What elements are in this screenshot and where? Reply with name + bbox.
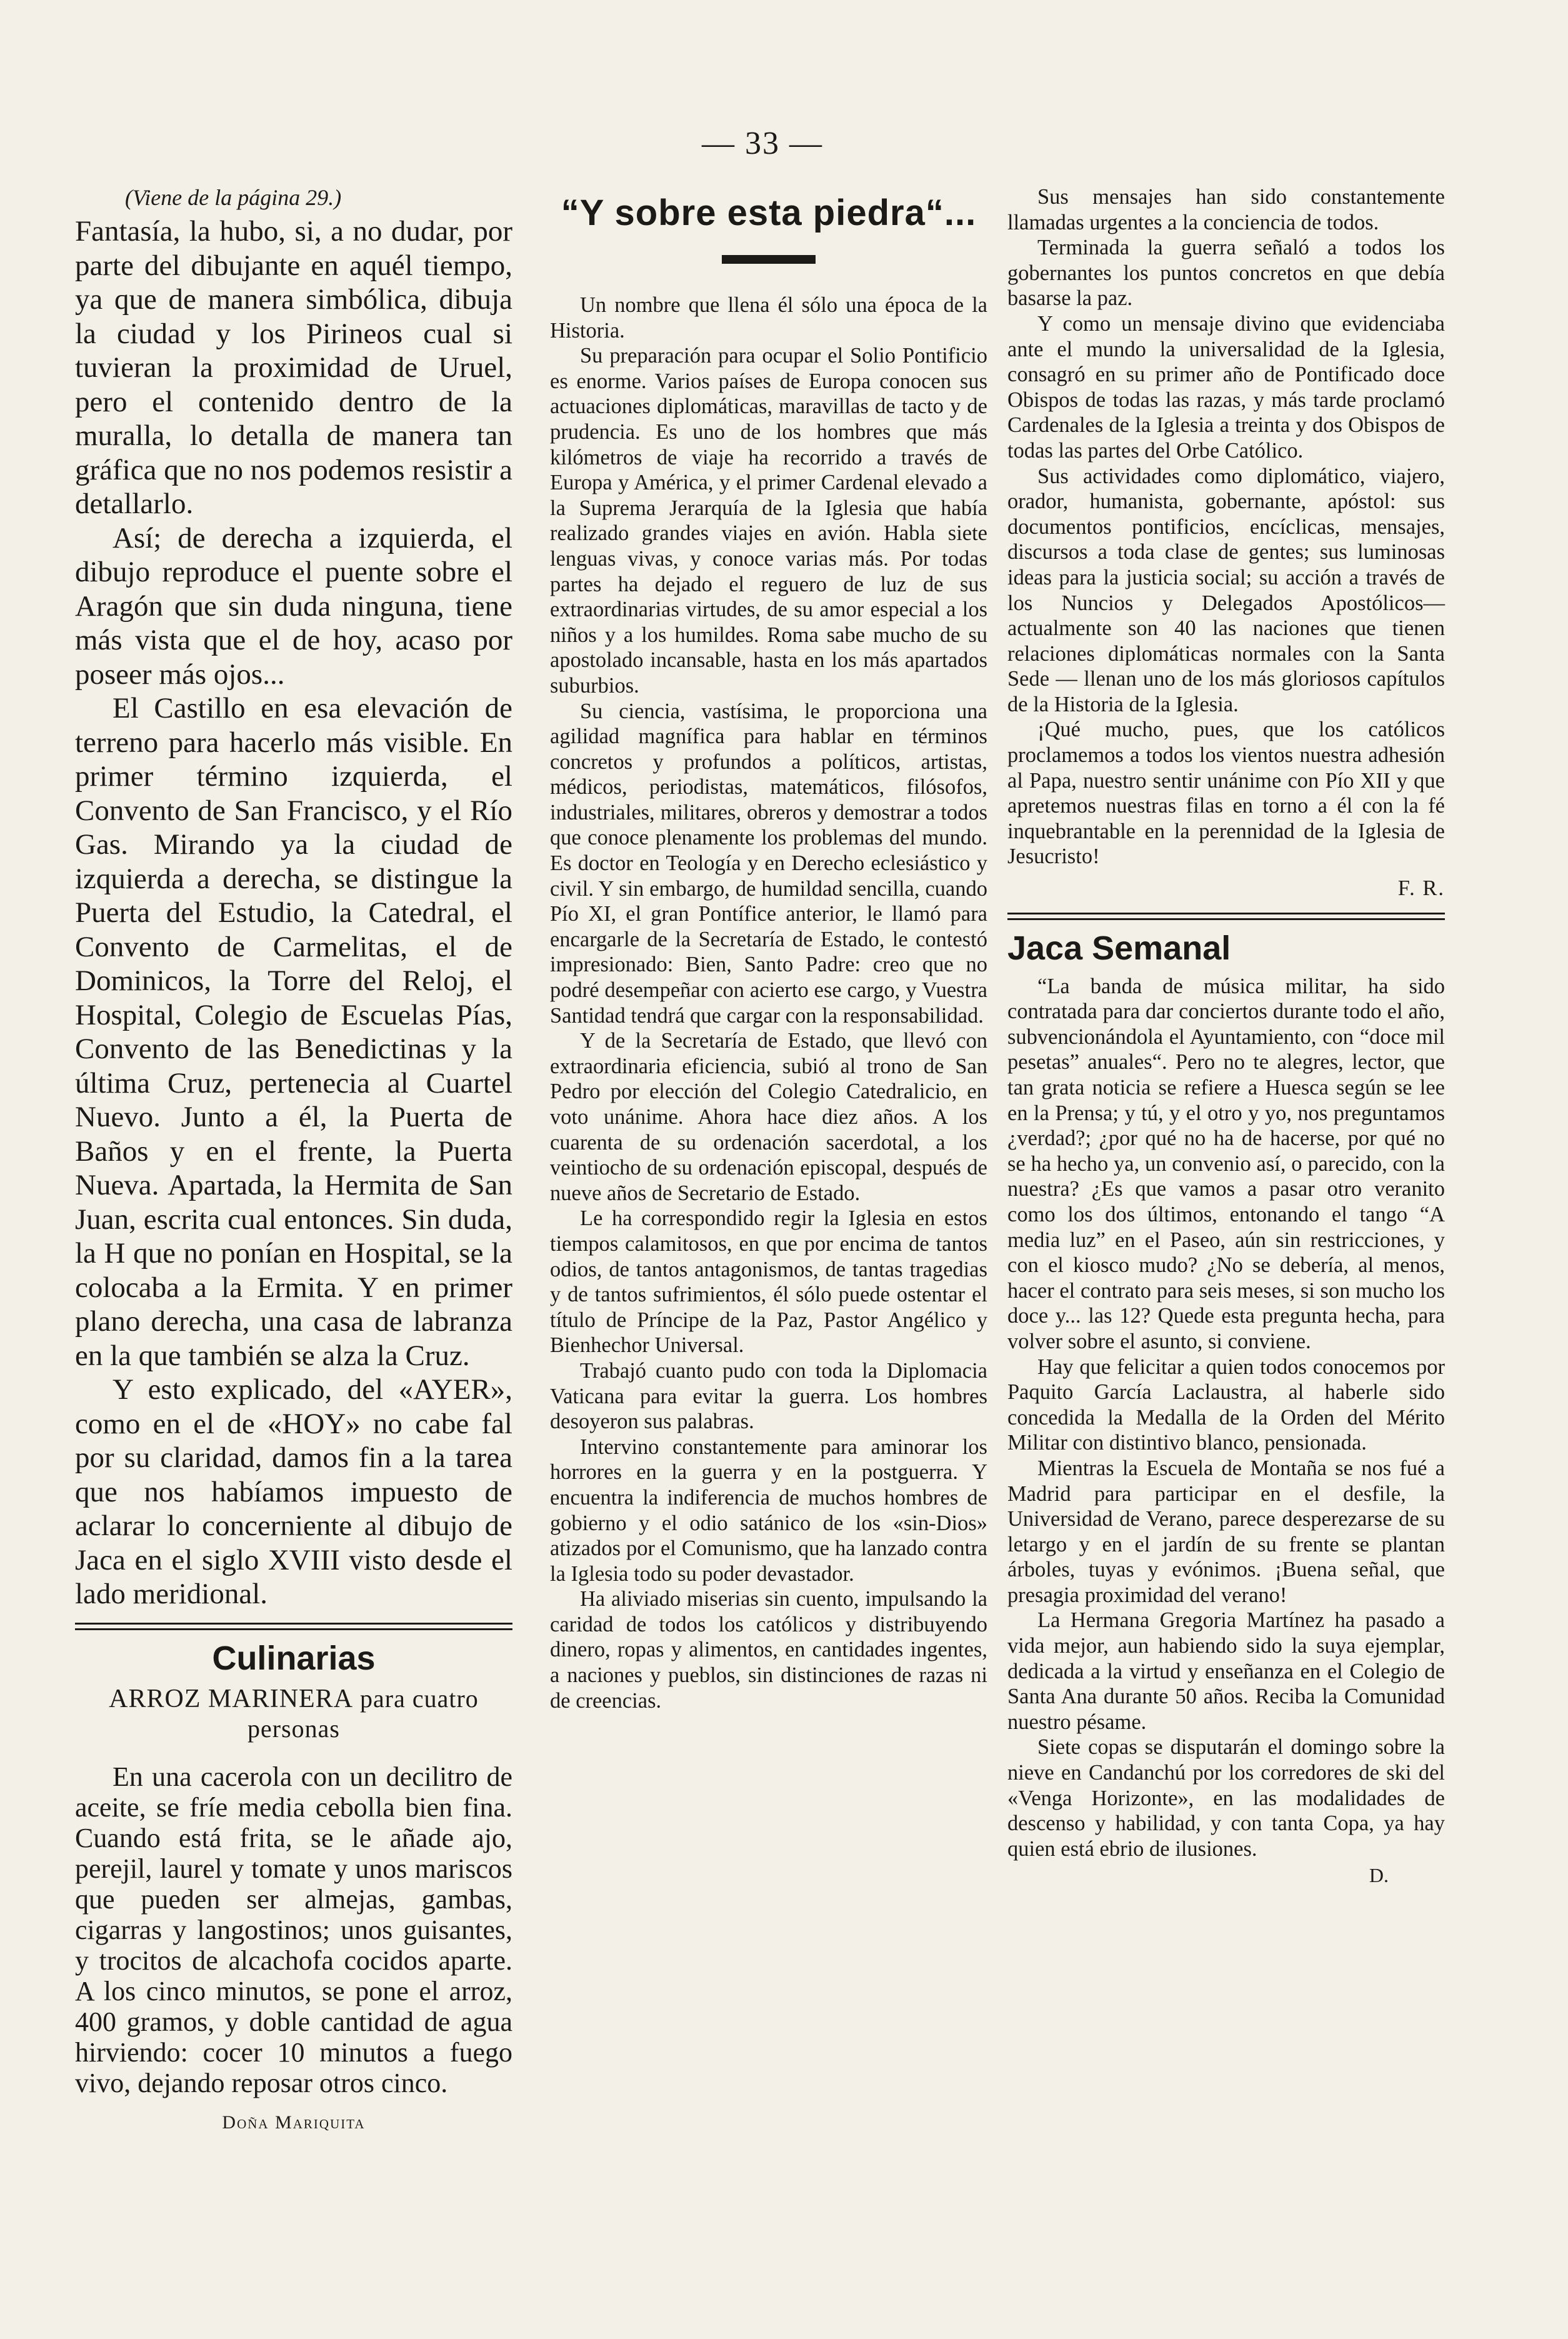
article-paragraph: Y como un mensaje divino que evidenciaba ante el mundo la universalidad de la Iglesia, consagró en su primer año de Pontificado doce Obispos de todas las razas, y más tarde proclamó Cardenales de la Iglesia a treinta y dos Obispos de todas las partes del Orbe Católico. — [1007, 311, 1445, 463]
article-paragraph: Sus mensajes han sido constantemente llamadas urgentes a la conciencia de todos. — [1007, 185, 1445, 234]
recipe-body: En una cacerola con un decilitro de aceite, se fríe media cebolla bien fina. Cuando está frita, se le añade ajo, perejil, laurel y tomate y unos mariscos que pueden ser almejas, gambas, cigarras y langostinos; unos guisantes, y trocitos de alcachofa cocidos aparte. A los cinco minutos, se pone el arroz, 400 gramos, y doble cantidad de agua hirviendo: cocer 10 minutos a fuego vivo, dejando reposar otros cinco. — [75, 1761, 512, 2098]
article-paragraph: Ha aliviado miserias sin cuento, impulsando la caridad de todos los católicos y distribuyendo dinero, ropas y alimentos, en cantidades ingentes, a naciones y pueblos, sin distinciones de razas ni de creencias. — [550, 1587, 987, 1713]
article-paragraph: Así; de derecha a izquierda, el dibujo reproduce el puente sobre el Aragón que sin duda ninguna, tiene más vista que el de hoy, acaso por poseer más ojos... — [75, 521, 512, 691]
page-number: — 33 — — [702, 126, 823, 161]
column-right — [1007, 184, 1445, 1887]
recipe-title — [75, 1684, 512, 1744]
article-paragraph: ¡Qué mucho, pues, que los católicos proclamemos a todos los vientos nuestra adhesión al Papa, nuestro sentir unánime con Pío XII y que apretemos nuestras filas en torno a él con la fé inquebrantable en la perennidad de la Iglesia de Jesucristo! — [1007, 718, 1445, 869]
article-paragraph: Intervino constantemente para aminorar los horrores en la guerra y en la postguerra. Y encuentra la indiferencia de muchos hombres de gobierno y el odio satánico de los «sin-Dios» atizados por el Comunismo, que ha lanzado contra la Iglesia todo su poder devastador. — [550, 1435, 987, 1586]
title-underline-bar — [722, 255, 816, 264]
culinarias-title: Culinarias — [212, 1639, 376, 1677]
article-paragraph: Terminada la guerra señaló a todos los gobernantes los puntos concretos en que debía basarse la paz. — [1007, 236, 1445, 311]
news-paragraph: Mientras la Escuela de Montaña se nos fué a Madrid para participar en el desfile, la Universidad de Verano, parece desperezarse de su letargo y en el jardín de su frente se plantan árboles, tuyas y evónimos. ¡Buena señal, que presagia proximidad del verano! — [1007, 1456, 1445, 1607]
news-paragraph: Hay que felicitar a quien todos conocemos por Paquito García Laclaustra, al haberle sido concedida la Medalla de la Orden del Mérito Militar con distintivo blanco, pensionada. — [1007, 1355, 1445, 1455]
jaca-semanal-title: Jaca Semanal — [1007, 929, 1231, 967]
article-signature: F. R. — [1397, 876, 1445, 901]
article-paragraph: Fantasía, la hubo, si, a no dudar, por parte del dibujante en aquél tiempo, ya que de manera simbólica, dibuja la ciudad y los Pirineos cual si tuvieran la proximidad de Uruel, pero el contenido dentro de la muralla, lo detalla de manera tan gráfica que no nos podemos resistir a detallarlo. — [75, 215, 512, 520]
recipe-signature: Doña Mariquita — [222, 2111, 366, 2133]
recipe-subtitle: para cuatro personas — [247, 1684, 479, 1743]
article-paragraph: Un nombre que llena él sólo una época de la Historia. — [550, 293, 987, 343]
article-paragraph: Su preparación para ocupar el Solio Pontificio es enorme. Varios países de Europa conocen sus actuaciones diplomáticas, maravillas de tacto y de prudencia. Es uno de los hombres que más kilómetros de viaje ha recorrido a través de Europa y América, y el primer Cardenal elevado a la Suprema Jerarquía de la Iglesia que había realizado grandes viajes en avión. Habla siete lenguas vivas, y conoce varias más. Por todas partes ha dejado el reguero de luz de sus extraordinarias virtudes, de su amor especial a los niños y a los humildes. Roma sabe mucho de su apostolado incansable, hasta en los más apartados suburbios. — [550, 344, 987, 698]
article-paragraph: Su ciencia, vastísima, le proporciona una agilidad magnífica para hablar en términos concretos y profundos a políticos, artistas, médicos, periodistas, matemáticos, filósofos, industriales, militares, obreros y demostrar a todos que conoce plenamente los problemas del mundo. Es doctor en Teología y en Derecho eclesiástico y civil. Y sin embargo, de humildad sencilla, cuando Pío XI, el gran Pontífice anterior, le llamó para encargarle de la Secretaría de Estado, le contestó impresionado: Bien, Santo Padre: creo que no podré desempeñar con acierto ese cargo, y Vuestra Santidad tendrá que cargar con la responsabilidad. — [550, 699, 987, 1028]
section-divider — [75, 1623, 512, 1630]
article-title: “Y sobre esta piedra“... — [561, 193, 977, 233]
column-left — [75, 184, 512, 2133]
continued-from-note: (Viene de la página 29.) — [125, 185, 342, 210]
section-divider — [1007, 913, 1445, 920]
article-paragraph: Trabajó cuanto pudo con toda la Diplomacia Vaticana para evitar la guerra. Los hombres desoyeron sus palabras. — [550, 1358, 987, 1434]
article-paragraph: Y esto explicado, del «AYER», como en el de «HOY» no cabe fal por su claridad, damos fin a la tarea que nos habíamos impuesto de aclarar lo concerniente al dibujo de Jaca en el siglo XVIII visto desde el lado meridional. — [75, 1373, 512, 1610]
news-paragraph: “La banda de música militar, ha sido contratada para dar conciertos durante todo el año, subvencionándola el Ayuntamiento, con “doce mil pesetas” anuales“. Pero no te alegres, lector, que tan grata noticia se refiere a Huesca según se lee en la Prensa; y tú, y el otro y yo, nos preguntamos ¿verdad?; ¿por qué no ha de hacerse, por qué no se ha hecho ya, un convenio así, o parecido, con la nuestra? ¿Es que vamos a pasar otro veranito como los dos últimos, entonando el tango “A media luz” en el Paseo, aún sin restricciones, y con el kiosco mudo? ¿No se debería, al menos, hacer el contrato para seis meses, si son mucho los doce y... las 12? Quede esta pregunta hecha, para volver sobre el asunto, si conviene. — [1007, 974, 1445, 1353]
article-paragraph: Le ha correspondido regir la Iglesia en estos tiempos calamitosos, en que por encima de tantos odios, de tantos antagonismos, de tantas tragedias y de tantos sufrimientos, él sólo puede ostentar el título de Príncipe de la Paz, Pastor Angélico y Bienhechor Universal. — [550, 1206, 987, 1358]
news-paragraph: Siete copas se disputarán el domingo sobre la nieve en Candanchú por los corredores de ski del «Venga Horizonte», en las modalidades de descenso y habilidad, y con tanta Copa, ya hay quien está ebrio de ilusiones. — [1007, 1735, 1445, 1861]
article-paragraph: Y de la Secretaría de Estado, que llevó con extraordinaria eficiencia, subió al trono de San Pedro por elección del Colegio Catedralicio, en voto unánime. Ahora hace diez años. A los cuarenta de su ordenación sacerdotal, a los veintiocho de su ordenación episcopal, después de nueve años de Secretario de Estado. — [550, 1029, 987, 1205]
article-paragraph: Sus actividades como diplomático, viajero, orador, humanista, gobernante, apóstol: sus documentos pontificios, encíclicas, mensajes, discursos a toda clase de gentes; sus luminosas ideas para la justicia social; su acción a través de los Nuncios y Delegados Apostólicos—actualmente son 40 las naciones que tienen relaciones diplomáticas normales con la Santa Sede — llenan uno de los más gloriosos capítulos de la Historia de la Iglesia. — [1007, 464, 1445, 716]
column-center — [550, 184, 987, 1713]
recipe-name: ARROZ MARINERA — [109, 1684, 354, 1713]
article-paragraph: El Castillo en esa elevación de terreno para hacerlo más visible. En primer término izquierda, el Convento de San Francisco, y el Río Gas. Mirando ya la ciudad de izquierda a derecha, se distingue la Puerta del Estudio, la Catedral, el Convento de Carmelitas, el de Dominicos, la Torre del Reloj, el Hospital, Colegio de Escuelas Pías, Convento de las Benedictinas y la última Cruz, pertenecia al Cuartel Nuevo. Junto a él, la Puerta de Baños y en el frente, la Puerta Nueva. Apartada, la Hermita de San Juan, escrita cual entonces. Sin duda, la H que no ponían en Hospital, se la colocaba a la Ermita. Y en primer plano derecha, una casa de labranza en la que también se alza la Cruz. — [75, 692, 512, 1372]
news-signature: D. — [1369, 1864, 1389, 1887]
news-paragraph: La Hermana Gregoria Martínez ha pasado a vida mejor, aun habiendo sido la suya ejemplar, dedicada a la virtud y enseñanza en el Colegio de Santa Ana durante 50 años. Reciba la Comunidad nuestro pésame. — [1007, 1608, 1445, 1734]
